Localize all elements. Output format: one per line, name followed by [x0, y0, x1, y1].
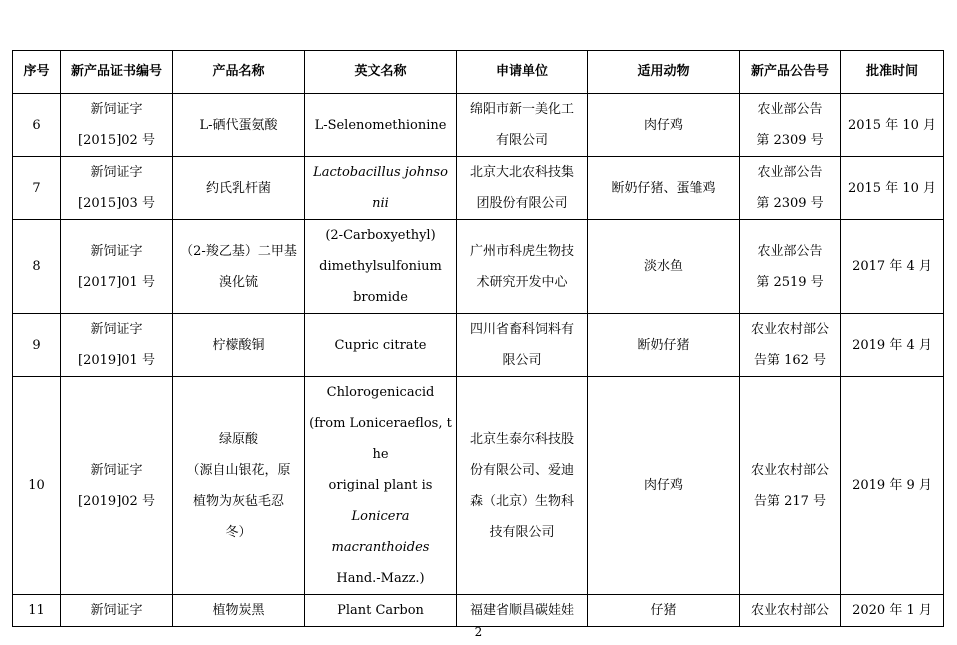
- cell-notice: [740, 157, 841, 220]
- cert-line: 新饲证字: [90, 322, 143, 337]
- cell-english-name: [305, 595, 457, 627]
- name-line: 约氏乳杆菌: [205, 180, 271, 196]
- applicant-line: 团股份有限公司: [476, 196, 568, 211]
- header-english-name: 英文名称: [305, 51, 457, 94]
- name-line: （源自山银花，原: [186, 462, 291, 478]
- applicant-line: 术研究开发中心: [476, 274, 568, 290]
- cell-cert: [61, 157, 173, 220]
- applicant-line: 广州市科虎生物技: [469, 243, 574, 259]
- product-table: [12, 50, 944, 627]
- cell-name: [173, 94, 305, 157]
- cell-date: 2019 年 9 月: [841, 377, 944, 595]
- cell-date: 2017 年 4 月: [841, 220, 944, 314]
- english-line: Chlorogenicacid: [326, 385, 435, 400]
- english-line: (from Loniceraeflos, the: [309, 416, 452, 462]
- cell-date: 2019 年 4 月: [841, 314, 944, 377]
- table-row: [13, 377, 944, 595]
- cell-animal: 仔猪: [588, 595, 740, 627]
- cell-notice: [740, 377, 841, 595]
- cell-notice: [740, 220, 841, 314]
- applicant-line: 技有限公司: [489, 524, 555, 540]
- cell-applicant: [457, 94, 588, 157]
- notice-line: 农业部公告: [757, 165, 823, 180]
- cell-english-name: [305, 220, 457, 314]
- cell-no: 7: [13, 157, 61, 220]
- cell-no: 11: [13, 595, 61, 627]
- cell-cert: [61, 314, 173, 377]
- cell-applicant: [457, 157, 588, 220]
- english-line: Hand.-Mazz.): [336, 571, 425, 586]
- cell-animal: 断奶仔猪: [588, 314, 740, 377]
- applicant-line: 北京生泰尔科技股: [469, 431, 574, 447]
- cell-animal: 肉仔鸡: [588, 377, 740, 595]
- name-line: （2-羧乙基）二甲基: [180, 243, 297, 259]
- name-line: 冬）: [225, 524, 252, 540]
- name-line: 植物为灰毡毛忍: [192, 493, 284, 509]
- english-line: Plant Carbon: [337, 603, 424, 618]
- applicant-line: 森（北京）生物科: [469, 493, 574, 509]
- cell-name: [173, 377, 305, 595]
- header-date: 批准时间: [841, 51, 944, 94]
- table-row: [13, 94, 944, 157]
- applicant-line: 四川省畜科饲料有: [469, 322, 574, 337]
- cell-animal: 断奶仔猪、蛋雏鸡: [588, 157, 740, 220]
- cell-no: 10: [13, 377, 61, 595]
- cert-line: 新饲证字: [90, 102, 143, 117]
- header-no: 序号: [13, 51, 61, 94]
- name-line: 溴化锍: [218, 274, 258, 290]
- cell-date: 2015 年 10 月: [841, 157, 944, 220]
- notice-line: 第 2309 号: [756, 133, 824, 148]
- name-line: L-硒代蛋氨酸: [199, 117, 278, 133]
- cell-no: 9: [13, 314, 61, 377]
- notice-line: 第 2519 号: [756, 274, 824, 290]
- header-animal: 适用动物: [588, 51, 740, 94]
- cell-applicant: [457, 314, 588, 377]
- applicant-line: 北京大北农科技集: [469, 165, 574, 180]
- cell-cert: [61, 595, 173, 627]
- applicant-line: 绵阳市新一美化工: [469, 102, 574, 117]
- cert-line: [2019]02 号: [78, 493, 155, 509]
- cell-name: [173, 157, 305, 220]
- notice-line: 农业农村部公: [750, 322, 829, 337]
- applicant-line: 有限公司: [495, 133, 548, 148]
- notice-line: 告第 217 号: [753, 493, 827, 509]
- notice-line: 农业农村部公: [750, 603, 829, 618]
- english-line: macranthoides: [331, 540, 430, 555]
- cert-line: 新饲证字: [90, 243, 143, 259]
- cell-applicant: [457, 595, 588, 627]
- notice-line: 农业部公告: [757, 102, 823, 117]
- english-line: Lonicera: [351, 509, 410, 524]
- table-row: [13, 314, 944, 377]
- notice-line: 第 2309 号: [756, 196, 824, 211]
- cell-english-name: [305, 314, 457, 377]
- english-line: Lactobacillus johnsonii: [313, 165, 448, 211]
- notice-line: 农业农村部公: [750, 462, 829, 478]
- table-row: [13, 220, 944, 314]
- cell-applicant: [457, 377, 588, 595]
- cell-applicant: [457, 220, 588, 314]
- header-name: 产品名称: [173, 51, 305, 94]
- page-number: 2: [474, 625, 483, 639]
- cell-english-name: [305, 377, 457, 595]
- english-line: (2-Carboxyethyl): [325, 228, 436, 243]
- cell-name: [173, 220, 305, 314]
- name-line: 绿原酸: [218, 431, 258, 447]
- english-line: bromide: [353, 290, 408, 305]
- cell-no: 6: [13, 94, 61, 157]
- table-header-row: [13, 51, 944, 94]
- cell-date: 2020 年 1 月: [841, 595, 944, 627]
- cell-notice: [740, 595, 841, 627]
- cert-line: [2017]01 号: [78, 274, 155, 290]
- english-line: dimethylsulfonium: [319, 259, 442, 274]
- cert-line: 新饲证字: [90, 165, 143, 180]
- header-notice: 新产品公告号: [740, 51, 841, 94]
- table-row: [13, 595, 944, 627]
- english-line: original plant is: [328, 478, 433, 493]
- name-line: 柠檬酸铜: [212, 337, 265, 353]
- name-line: 植物炭黑: [212, 603, 265, 618]
- applicant-line: 份有限公司、爱迪: [469, 462, 574, 478]
- cell-cert: [61, 94, 173, 157]
- cell-cert: [61, 377, 173, 595]
- cell-english-name: [305, 94, 457, 157]
- applicant-line: 限公司: [502, 353, 542, 368]
- cert-line: 新饲证字: [90, 603, 143, 618]
- cell-cert: [61, 220, 173, 314]
- cell-english-name: [305, 157, 457, 220]
- english-line: Cupric citrate: [334, 337, 427, 353]
- english-line: L-Selenomethionine: [314, 117, 447, 133]
- cell-notice: [740, 94, 841, 157]
- cell-no: 8: [13, 220, 61, 314]
- cert-line: [2015]03 号: [78, 196, 155, 211]
- cell-date: 2015 年 10 月: [841, 94, 944, 157]
- cell-name: [173, 595, 305, 627]
- table-row: [13, 157, 944, 220]
- cert-line: [2015]02 号: [78, 133, 155, 148]
- header-cert: 新产品证书编号: [61, 51, 173, 94]
- cell-animal: 淡水鱼: [588, 220, 740, 314]
- cert-line: [2019]01 号: [78, 353, 155, 368]
- notice-line: 告第 162 号: [753, 353, 827, 368]
- notice-line: 农业部公告: [757, 243, 823, 259]
- cell-name: [173, 314, 305, 377]
- cell-animal: 肉仔鸡: [588, 94, 740, 157]
- header-applicant: 申请单位: [457, 51, 588, 94]
- applicant-line: 福建省顺昌碳娃娃: [469, 603, 574, 618]
- cert-line: 新饲证字: [90, 462, 143, 478]
- cell-notice: [740, 314, 841, 377]
